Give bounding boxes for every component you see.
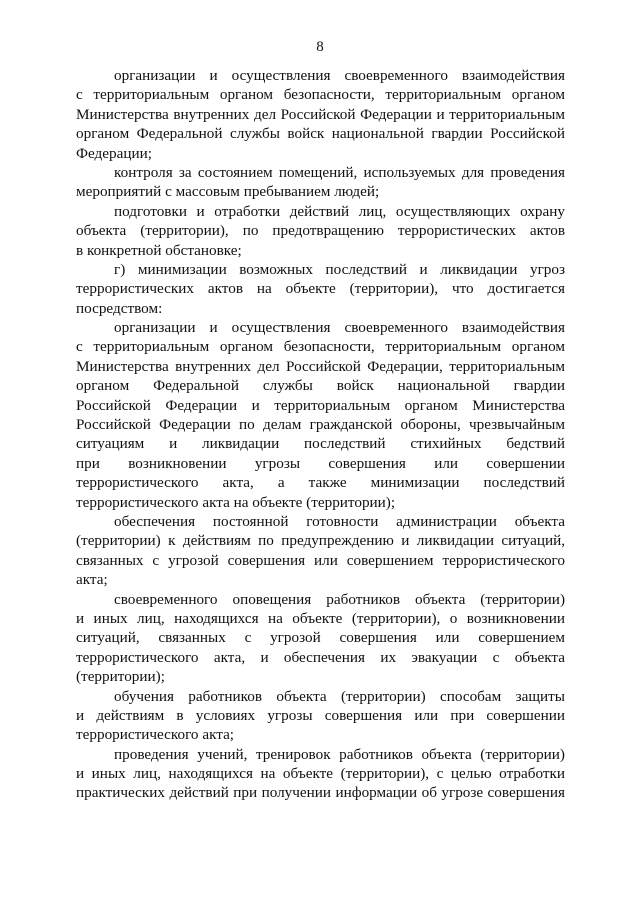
text-line: связанных с угрозой совершения или совершением террористического: [76, 551, 565, 569]
page-number: 8: [316, 39, 324, 55]
text-line: объекта (территории), по предотвращению террористических актов: [76, 222, 565, 240]
text-line: акта;: [76, 571, 108, 589]
text-line: органом Федеральной службы войск национальной гвардии: [76, 377, 565, 395]
text-line: Российской Федерации и территориальным органом Министерства: [76, 396, 565, 414]
text-line: обеспечения постоянной готовности администрации объекта: [114, 512, 565, 530]
text-line: Федерации;: [76, 144, 152, 162]
text-line: террористического акта;: [76, 726, 235, 744]
text-line: ситуациям и ликвидации последствий стихийных бедствий: [76, 435, 565, 453]
text-line: Министерства внутренних дел Российской Федерации, территориальным: [76, 357, 565, 375]
document-body: [76, 66, 565, 803]
text-line: при возникновении угрозы совершения или совершении: [76, 454, 565, 472]
text-line: и иных лиц, находящихся на объекте (территории), с целью отработки: [76, 765, 565, 783]
text-line: и действиям в условиях угрозы совершения или при совершении: [76, 706, 565, 724]
text-line: контроля за состоянием помещений, используемых для проведения: [114, 163, 565, 181]
text-line: практических действий при получении информации об угрозе совершения: [76, 784, 565, 802]
text-line: в конкретной обстановке;: [76, 241, 242, 259]
text-line: (территории) к действиям по предупреждению и ликвидации ситуаций,: [76, 532, 565, 550]
text-line: (территории);: [76, 668, 165, 686]
text-line: с территориальным органом безопасности, территориальным органом: [76, 86, 565, 104]
text-line: террористического акта, и обеспечения их эвакуации с объекта: [76, 648, 565, 666]
text-line: г) минимизации возможных последствий и ликвидации угроз: [114, 260, 565, 278]
text-line: подготовки и отработки действий лиц, осуществляющих охрану: [114, 202, 565, 220]
text-line: обучения работников объекта (территории) способам защиты: [114, 687, 565, 705]
text-line: органом Федеральной службы войск национальной гвардии Российской: [76, 125, 565, 143]
text-line: ситуаций, связанных с угрозой совершения или совершением: [76, 629, 565, 647]
text-line: и иных лиц, находящихся на объекте (территории), о возникновении: [76, 609, 565, 627]
text-line: организации и осуществления своевременного взаимодействия: [114, 319, 565, 337]
text-line: Министерства внутренних дел Российской Федерации и территориальным: [76, 105, 565, 123]
text-line: террористических актов на объекте (территории), что достигается: [76, 280, 565, 298]
text-line: своевременного оповещения работников объекта (территории): [114, 590, 565, 608]
text-line: с территориальным органом безопасности, территориальным органом: [76, 338, 565, 356]
text-line: организации и осуществления своевременного взаимодействия: [114, 67, 565, 84]
text-line: террористического акта на объекте (территории);: [76, 493, 396, 511]
text-line: Российской Федерации по делам гражданской обороны, чрезвычайным: [76, 416, 565, 434]
text-line: террористического акта, а также минимизации последствий: [76, 474, 565, 492]
text-line: посредством:: [76, 299, 163, 317]
text-line: проведения учений, тренировок работников объекта (территории): [114, 745, 565, 763]
text-line: мероприятий с массовым пребыванием людей;: [76, 183, 380, 201]
